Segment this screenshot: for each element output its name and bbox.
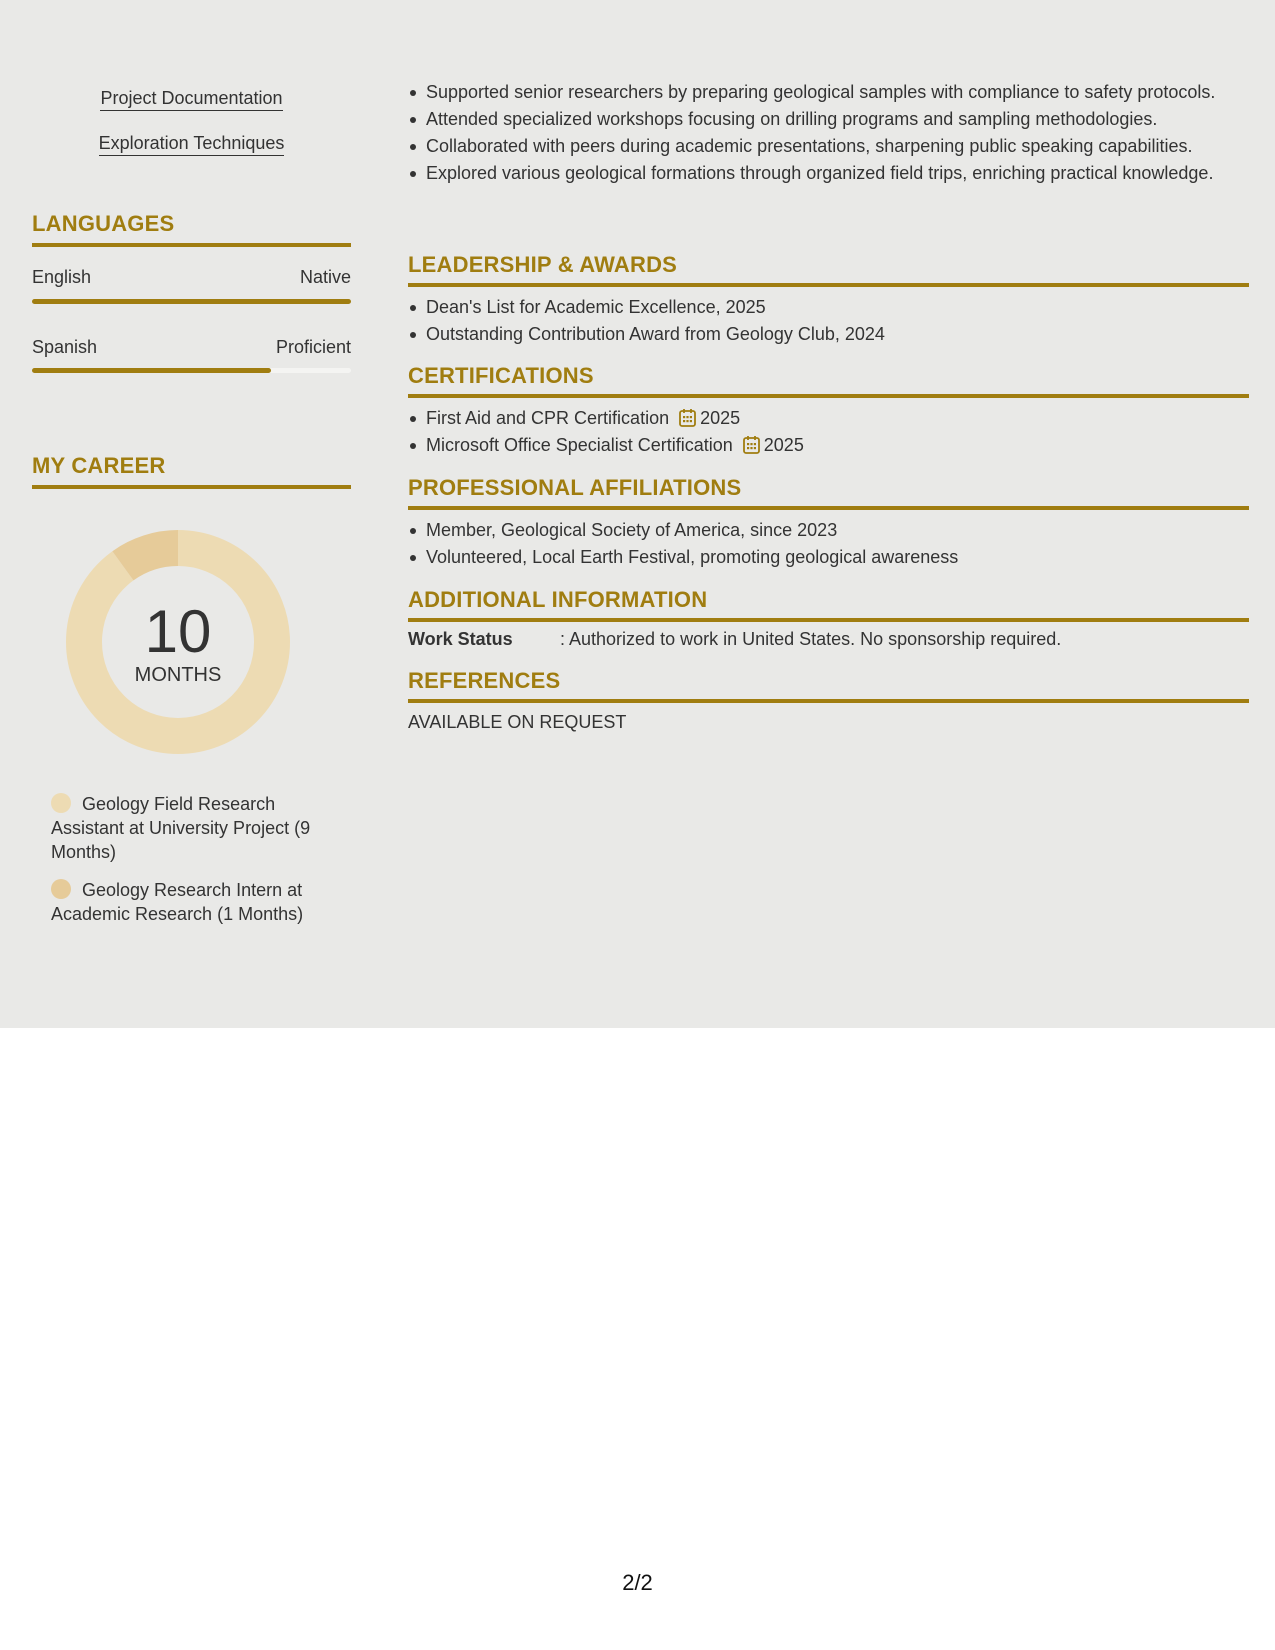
certifications-rule — [408, 394, 1249, 398]
leadership-heading — [408, 252, 1249, 287]
affiliation-item: Member, Geological Society of America, since 2023 — [426, 518, 1249, 542]
career-legend-item — [51, 878, 341, 926]
calendar-icon — [743, 435, 760, 454]
career-total-number: 10 — [144, 598, 212, 665]
affiliations-heading — [408, 475, 1249, 510]
legend-dot — [51, 793, 71, 813]
references-heading — [408, 668, 1249, 703]
leadership-item: Dean's List for Academic Excellence, 2025 — [426, 295, 1249, 319]
additional-info-rule — [408, 618, 1249, 622]
skill-link-exploration-techniques[interactable]: Exploration Techniques — [32, 133, 351, 156]
certification-year: 2025 — [763, 435, 804, 455]
page-number: 2/2 — [622, 1570, 653, 1595]
languages-title: LANGUAGES — [32, 211, 175, 236]
experience-bullet-list — [426, 80, 1249, 188]
languages-rule — [32, 243, 351, 247]
career-title: MY CAREER — [32, 453, 166, 478]
language-level: Native — [299, 267, 351, 287]
affiliation-item: Volunteered, Local Earth Festival, promoting geological awareness — [426, 545, 1249, 569]
career-heading — [32, 453, 351, 489]
career-total-unit: MONTHS — [134, 664, 222, 686]
references-title: REFERENCES — [408, 668, 561, 693]
language-bar-spanish — [32, 368, 351, 373]
career-rule — [32, 485, 351, 489]
calendar-icon — [679, 408, 696, 427]
language-bar-fill — [32, 299, 351, 304]
legend-label: Geology Research Intern at Academic Research (1 Months) — [51, 880, 304, 924]
language-name: Spanish — [32, 337, 98, 357]
certifications-title: CERTIFICATIONS — [408, 363, 594, 388]
certifications-heading — [408, 363, 1249, 398]
language-row-spanish — [32, 337, 351, 361]
language-bar-fill — [32, 368, 271, 373]
leadership-rule — [408, 283, 1249, 287]
language-row-english — [32, 267, 351, 291]
career-legend-item — [51, 792, 341, 864]
certification-item — [426, 406, 1249, 430]
certification-year: 2025 — [700, 408, 741, 428]
experience-bullet: Attended specialized workshops focusing on drilling programs and sampling methodologies. — [426, 107, 1249, 131]
legend-label: Geology Field Research Assistant at University Project (9 Months) — [51, 794, 311, 862]
skill-link-project-documentation[interactable]: Project Documentation — [32, 88, 351, 111]
languages-heading — [32, 211, 351, 247]
references-text: AVAILABLE ON REQUEST — [408, 712, 627, 732]
certification-item — [426, 433, 1249, 457]
affiliations-title: PROFESSIONAL AFFILIATIONS — [408, 475, 742, 500]
additional-info-heading — [408, 587, 1249, 622]
affiliations-rule — [408, 506, 1249, 510]
certification-name: Microsoft Office Specialist Certification — [426, 435, 733, 455]
language-level: Proficient — [275, 337, 351, 357]
additional-info-title: ADDITIONAL INFORMATION — [408, 587, 708, 612]
certification-name: First Aid and CPR Certification — [426, 408, 670, 428]
leadership-list — [426, 295, 1249, 349]
affiliations-list — [426, 518, 1249, 572]
experience-bullet: Supported senior researchers by preparing geological samples with compliance to safety protocols. — [426, 80, 1249, 104]
leadership-title: LEADERSHIP & AWARDS — [408, 252, 678, 277]
experience-bullet: Explored various geological formations through organized field trips, enriching practical knowledge. — [426, 161, 1249, 185]
language-bar-english — [32, 299, 351, 304]
certifications-list — [426, 406, 1249, 460]
language-name: English — [32, 267, 92, 287]
work-status-value: : Authorized to work in United States. No sponsorship required. — [560, 629, 1062, 649]
leadership-item: Outstanding Contribution Award from Geology Club, 2024 — [426, 322, 1249, 346]
experience-bullet: Collaborated with peers during academic presentations, sharpening public speaking capabilities. — [426, 134, 1249, 158]
legend-dot — [51, 879, 71, 899]
references-rule — [408, 699, 1249, 703]
work-status-label: Work Status — [408, 629, 513, 649]
